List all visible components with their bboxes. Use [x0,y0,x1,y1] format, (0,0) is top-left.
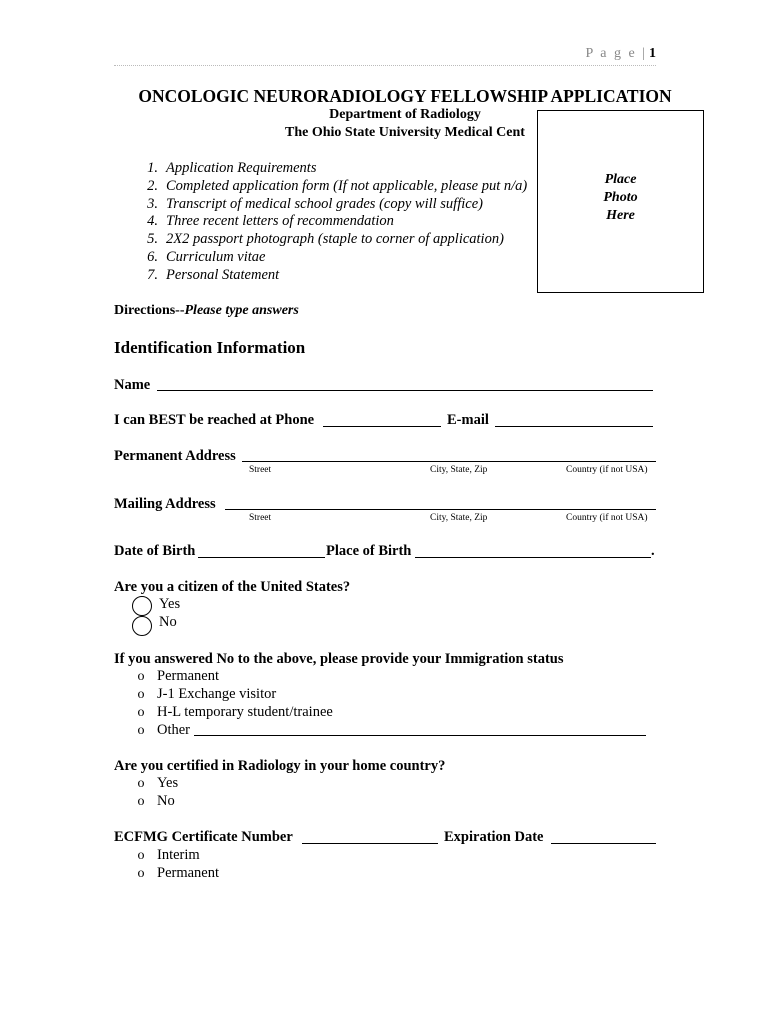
form-title: ONCOLOGIC NEURORADIOLOGY FELLOWSHIP APPLICATION [138,86,672,106]
place-of-birth-label: Place of Birth [326,543,412,559]
page-number: P a g e | 1 [585,46,656,61]
option-bullet: o [137,705,145,720]
citizen-no-label: No [159,614,177,630]
citizen-question: Are you a citizen of the United States? [114,579,351,595]
expiration-date-label: Expiration Date [444,829,544,845]
period: . [651,543,655,559]
ecfmg-option-interim[interactable]: o Interim [131,847,200,864]
immigration-option-permanent[interactable]: o Permanent [131,668,219,685]
option-bullet: o [137,669,145,684]
ecfmg-number-field[interactable] [302,843,438,844]
list-item: 5 . 2X2 passport photograph (staple to corner of application) [114,231,527,249]
citizen-yes-radio[interactable] [132,596,152,616]
phone-field[interactable] [323,426,441,427]
directions: Directions--Please type answers [114,303,299,318]
requirements-list [114,160,527,285]
header-divider [114,65,656,66]
place-of-birth-field[interactable] [415,557,651,558]
photo-label-line1: Place [604,172,637,187]
list-item: 7 . Personal Statement [114,267,527,285]
date-of-birth-label: Date of Birth [114,543,196,559]
country-caption: Country (if not USA) [566,465,648,475]
citizen-no-radio[interactable] [132,616,152,636]
city-state-zip-caption: City, State, Zip [430,465,488,475]
date-of-birth-field[interactable] [198,557,325,558]
option-bullet: o [137,794,145,809]
expiration-date-field[interactable] [551,843,656,844]
option-bullet: o [137,776,145,791]
certified-option-yes[interactable]: o Yes [131,775,178,792]
name-field[interactable] [157,390,653,391]
option-bullet: o [137,848,145,863]
phone-label: I can BEST be reached at Phone [114,412,315,428]
list-item: 4 . Three recent letters of recommendation [114,213,527,231]
immigration-option-other[interactable]: o Other [131,722,190,739]
section-title: Identification Information [114,338,306,357]
immigration-option-j1[interactable]: o J-1 Exchange visitor [131,686,276,703]
city-state-zip-caption: City, State, Zip [430,513,488,523]
permanent-address-field[interactable] [242,461,656,462]
name-label: Name [114,377,151,393]
permanent-address-label: Permanent Address [114,448,236,464]
mailing-address-label: Mailing Address [114,496,216,512]
mailing-address-field[interactable] [225,509,656,510]
country-caption: Country (if not USA) [566,513,648,523]
list-item: 2 . Completed application form (If not applicable, please put n/a) [114,178,527,196]
immigration-option-hl[interactable]: o H-L temporary student/trainee [131,704,333,721]
immigration-question: If you answered No to the above, please provide your Immigration status [114,651,564,667]
list-item: 3 . Transcript of medical school grades (copy will suffice) [114,196,527,214]
email-label: E-mail [447,412,489,428]
department-name: Department of Radiology [329,107,481,122]
citizen-yes-label: Yes [159,596,181,612]
certified-question: Are you certified in Radiology in your home country? [114,758,446,774]
institution-name: The Ohio State University Medical Cent [285,125,525,140]
street-caption: Street [249,513,272,523]
list-item: 6 . Curriculum vitae [114,249,527,267]
photo-placeholder-box[interactable] [537,110,704,293]
street-caption: Street [249,465,272,475]
photo-label-line2: Photo [603,190,638,205]
option-bullet: o [137,723,145,738]
option-bullet: o [137,687,145,702]
option-bullet: o [137,866,145,881]
photo-label-line3: Here [606,208,635,223]
immigration-other-field[interactable] [194,735,646,736]
email-field[interactable] [495,426,653,427]
certified-option-no[interactable]: o No [131,793,175,810]
ecfmg-option-permanent[interactable]: o Permanent [131,865,219,882]
list-item: 1 . Application Requirements [114,160,527,178]
ecfmg-number-label: ECFMG Certificate Number [114,829,293,845]
